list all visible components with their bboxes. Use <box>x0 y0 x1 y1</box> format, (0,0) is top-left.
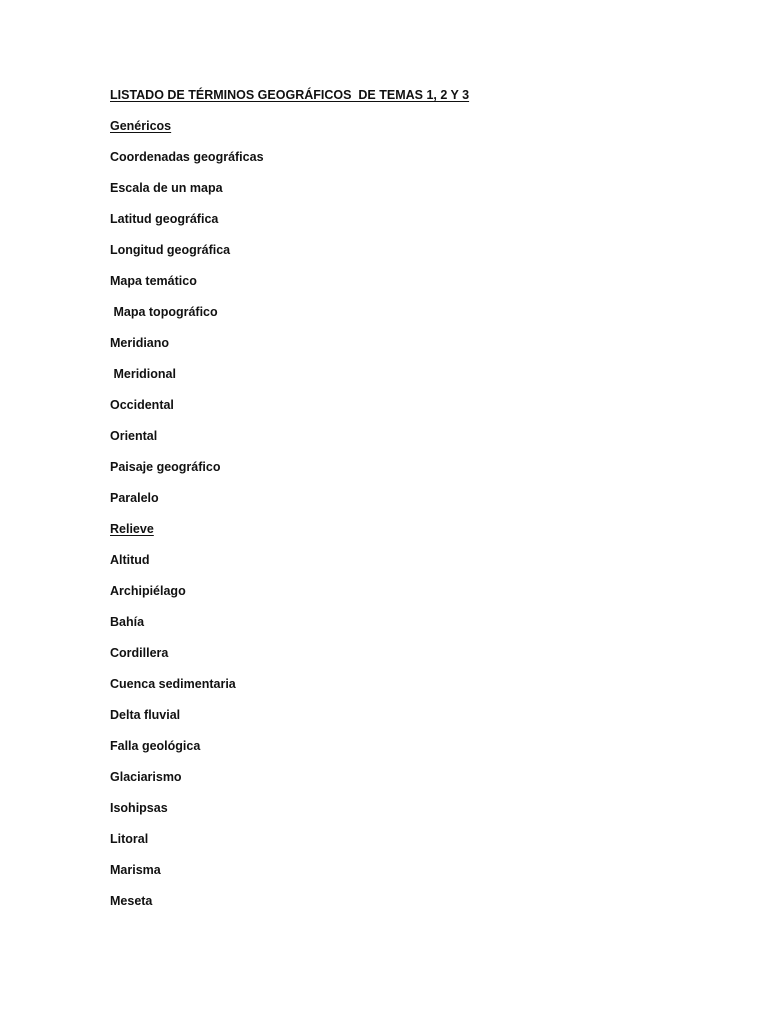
term-item: Altitud <box>110 553 150 567</box>
term-item: Cuenca sedimentaria <box>110 677 236 691</box>
term-item: Mapa temático <box>110 274 197 288</box>
term-item: Paisaje geográfico <box>110 460 221 474</box>
document-title: LISTADO DE TÉRMINOS GEOGRÁFICOS DE TEMAS 1, 2 Y 3 <box>110 88 470 102</box>
term-item: Occidental <box>110 398 174 412</box>
term-item: Glaciarismo <box>110 770 182 784</box>
term-item: Meridiano <box>110 336 170 350</box>
term-item: Latitud geográfica <box>110 212 219 226</box>
term-item: Coordenadas geográficas <box>110 150 264 164</box>
term-item: Falla geológica <box>110 739 201 753</box>
term-item: Meseta <box>110 894 153 908</box>
term-item: Cordillera <box>110 646 169 660</box>
term-item: Archipiélago <box>110 584 186 598</box>
term-item: Isohipsas <box>110 801 168 815</box>
section-heading-genericos: Genéricos <box>110 119 172 133</box>
term-item: Litoral <box>110 832 149 846</box>
term-item: Oriental <box>110 429 158 443</box>
term-item: Delta fluvial <box>110 708 181 722</box>
document-body <box>110 86 670 923</box>
term-item: Paralelo <box>110 491 159 505</box>
term-item: Meridional <box>110 367 176 381</box>
section-heading-relieve: Relieve <box>110 522 154 536</box>
term-item: Marisma <box>110 863 161 877</box>
term-item: Bahía <box>110 615 145 629</box>
term-item: Escala de un mapa <box>110 181 223 195</box>
term-item: Longitud geográfica <box>110 243 231 257</box>
term-item: Mapa topográfico <box>110 305 218 319</box>
